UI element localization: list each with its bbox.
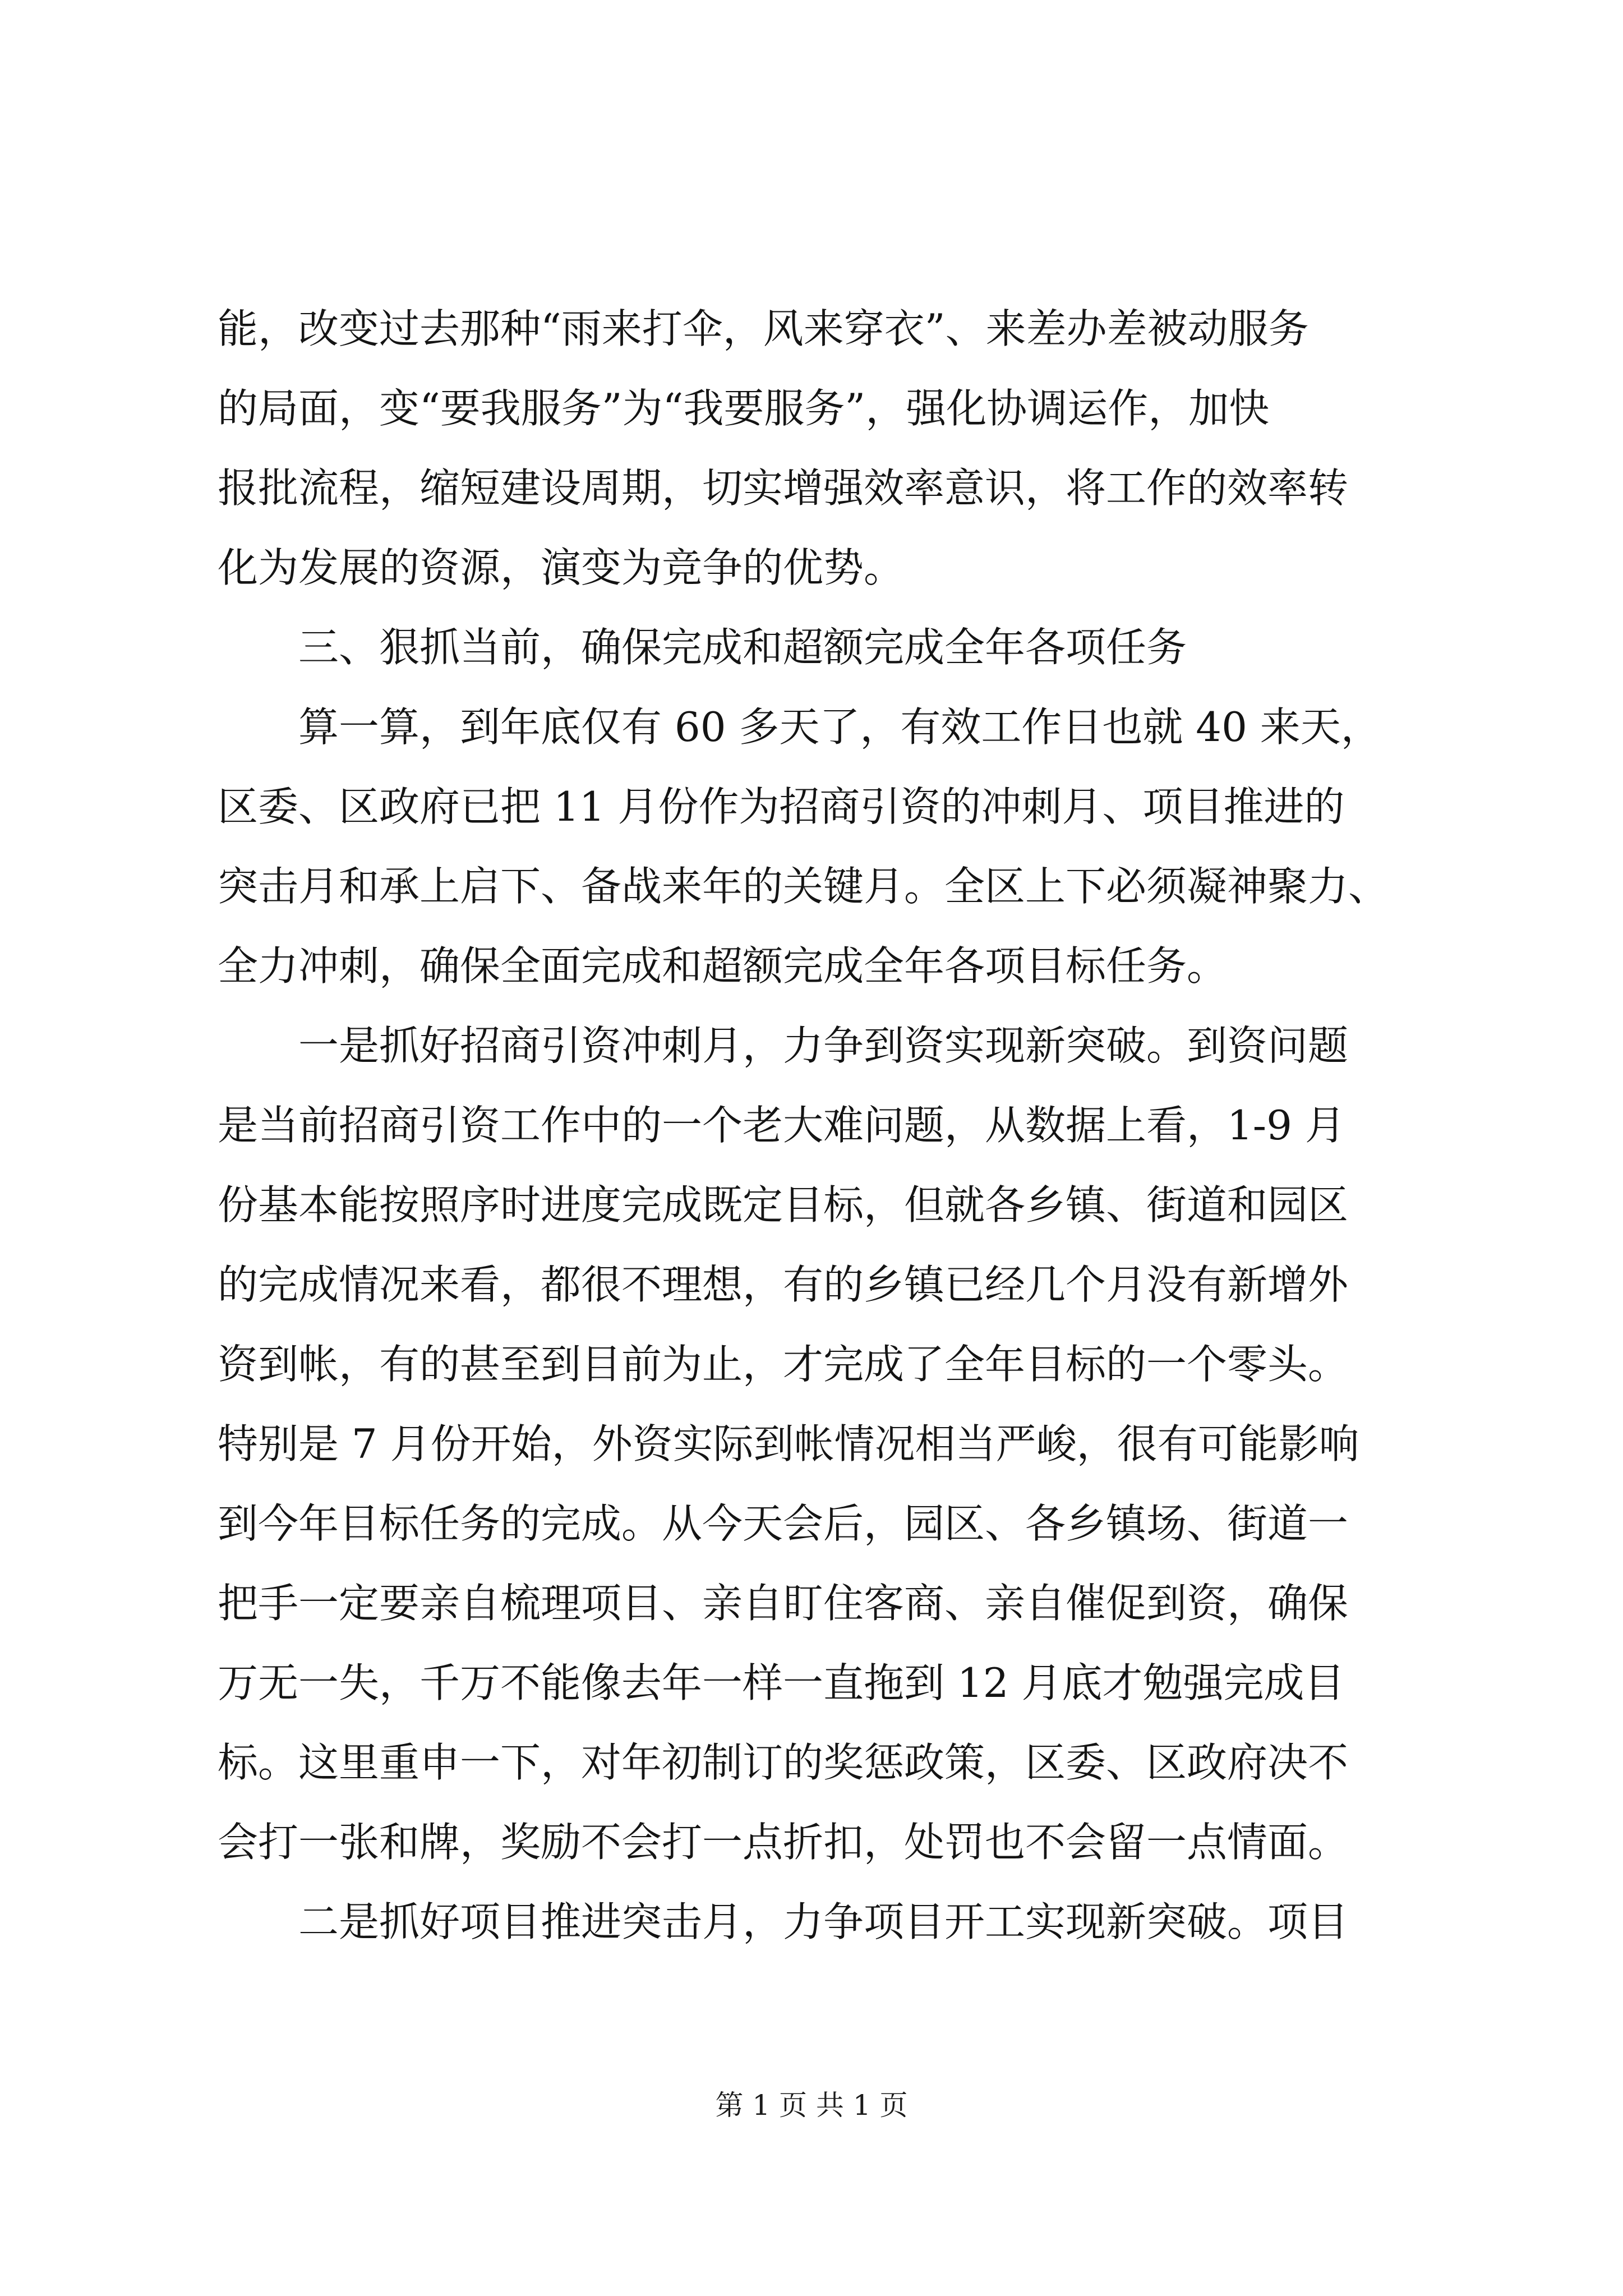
- text-line: 突击月和承上启下、备战来年的关键月。全区上下必须凝神聚力、: [218, 863, 1389, 910]
- text-line: 全力冲刺，确保全面完成和超额完成全年各项目标任务。: [218, 942, 1228, 990]
- text-line: 会打一张和牌，奖励不会打一点折扣，处罚也不会留一点情面。: [218, 1819, 1349, 1866]
- section-heading: 三、狠抓当前，确保完成和超额完成全年各项任务: [298, 624, 1187, 671]
- text-line: 区委、区政府已把 11 月份作为招商引资的冲刺月、项目推进的: [218, 783, 1345, 830]
- text-line: 把手一定要亲自梳理项目、亲自盯住客商、亲自催促到资，确保: [218, 1580, 1349, 1627]
- text-line: 能，改变过去那种“雨来打伞，风来穿衣”、来差办差被动服务: [218, 305, 1309, 352]
- page-footer: 第 1 页 共 1 页: [715, 2089, 908, 2122]
- text-line: 份基本能按照序时进度完成既定目标，但就各乡镇、街道和园区: [218, 1181, 1349, 1228]
- text-line: 化为发展的资源，演变为竞争的优势。: [218, 544, 905, 591]
- text-line: 二是抓好项目推进突击月，力争项目开工实现新突破。项目: [298, 1898, 1349, 1945]
- text-line: 万无一失，千万不能像去年一样一直拖到 12 月底才勉强完成目: [218, 1659, 1345, 1706]
- text-line: 特别是 7 月份开始，外资实际到帐情况相当严峻，很有可能影响: [218, 1420, 1359, 1467]
- text-line: 报批流程，缩短建设周期，切实增强效率意识，将工作的效率转: [218, 464, 1349, 512]
- text-line: 到今年目标任务的完成。从今天会后，园区、各乡镇场、街道一: [218, 1500, 1349, 1547]
- text-line: 是当前招商引资工作中的一个老大难问题，从数据上看，1-9 月: [218, 1102, 1345, 1149]
- text-line: 的完成情况来看，都很不理想，有的乡镇已经几个月没有新增外: [218, 1261, 1349, 1308]
- text-line: 的局面，变“要我服务”为“我要服务”，强化协调运作，加快: [218, 385, 1270, 432]
- text-line: 资到帐，有的甚至到目前为止，才完成了全年目标的一个零头。: [218, 1341, 1349, 1388]
- text-line: 标。这里重申一下，对年初制订的奖惩政策，区委、区政府决不: [218, 1739, 1349, 1786]
- text-line: 算一算，到年底仅有 60 多天了，有效工作日也就 40 来天，: [298, 703, 1381, 751]
- text-line: 一是抓好招商引资冲刺月，力争到资实现新突破。到资问题: [298, 1022, 1349, 1069]
